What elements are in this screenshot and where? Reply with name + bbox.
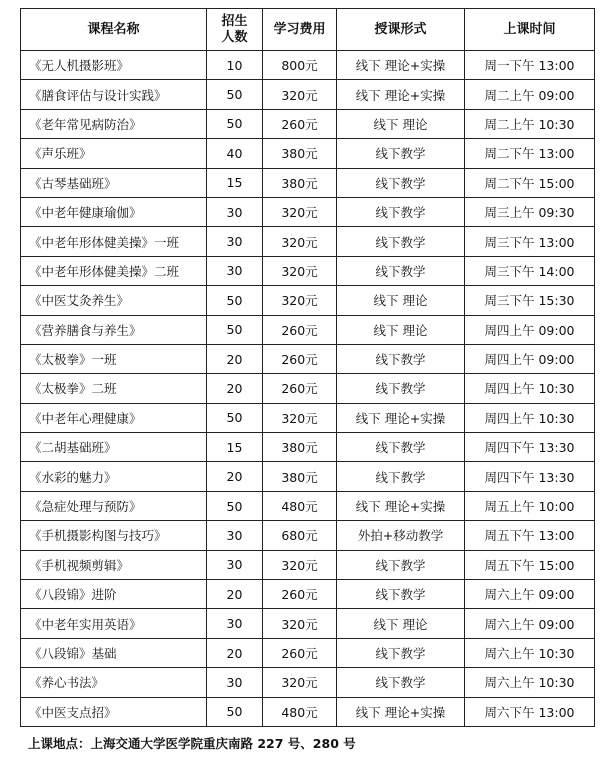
mode-cell: 线下 理论+实操: [337, 491, 465, 520]
table-row: [21, 638, 595, 667]
table-row: [21, 109, 595, 138]
mode-cell: 线下教学: [337, 227, 465, 256]
time-cell: 周二下午 13:00: [465, 139, 595, 168]
table-row: [21, 697, 595, 726]
time-cell: 周二下午 15:00: [465, 168, 595, 197]
course-name-cell: 《手机视频剪辑》: [21, 550, 207, 579]
course-name-cell: 《声乐班》: [21, 139, 207, 168]
time-cell: 周三下午 13:00: [465, 227, 595, 256]
time-cell: 周四上午 10:30: [465, 403, 595, 432]
seats-cell: 30: [207, 521, 263, 550]
mode-cell: 线下教学: [337, 462, 465, 491]
seats-cell: 20: [207, 374, 263, 403]
seats-cell: 30: [207, 609, 263, 638]
time-cell: 周二上午 09:00: [465, 80, 595, 109]
mode-cell: 线下 理论+实操: [337, 403, 465, 432]
fee-cell: 380元: [263, 139, 337, 168]
table-row: [21, 668, 595, 697]
fee-cell: 320元: [263, 550, 337, 579]
seats-cell: 15: [207, 168, 263, 197]
course-name-cell: 《膳食评估与设计实践》: [21, 80, 207, 109]
course-name-cell: 《八段锦》基础: [21, 638, 207, 667]
course-name-cell: 《养心书法》: [21, 668, 207, 697]
course-name-cell: 《手机摄影构图与技巧》: [21, 521, 207, 550]
seats-cell: 30: [207, 668, 263, 697]
course-schedule: [20, 8, 595, 727]
table-row: [21, 403, 595, 432]
course-name-cell: 《中老年实用英语》: [21, 609, 207, 638]
table-row: [21, 286, 595, 315]
fee-cell: 260元: [263, 315, 337, 344]
table-row: [21, 80, 595, 109]
course-name-cell: 《古琴基础班》: [21, 168, 207, 197]
time-cell: 周三下午 14:00: [465, 256, 595, 285]
seats-cell: 50: [207, 286, 263, 315]
time-cell: 周四下午 13:30: [465, 462, 595, 491]
seats-cell: 50: [207, 697, 263, 726]
header-mode: 授课形式: [337, 9, 465, 51]
table-row: [21, 197, 595, 226]
mode-cell: 线下 理论: [337, 109, 465, 138]
seats-cell: 20: [207, 462, 263, 491]
time-cell: 周四上午 10:30: [465, 374, 595, 403]
fee-cell: 800元: [263, 51, 337, 80]
table-row: [21, 51, 595, 80]
mode-cell: 线下 理论+实操: [337, 51, 465, 80]
course-name-cell: 《中医支点招》: [21, 697, 207, 726]
table-row: [21, 139, 595, 168]
fee-cell: 320元: [263, 256, 337, 285]
seats-cell: 30: [207, 227, 263, 256]
course-name-cell: 《八段锦》进阶: [21, 580, 207, 609]
time-cell: 周二上午 10:30: [465, 109, 595, 138]
course-name-cell: 《中老年形体健美操》二班: [21, 256, 207, 285]
time-cell: 周三上午 09:30: [465, 197, 595, 226]
mode-cell: 线下教学: [337, 668, 465, 697]
fee-cell: 380元: [263, 168, 337, 197]
header-course-name: 课程名称: [21, 9, 207, 51]
mode-cell: 线下教学: [337, 374, 465, 403]
mode-cell: 线下教学: [337, 256, 465, 285]
course-name-cell: 《中医艾灸养生》: [21, 286, 207, 315]
fee-cell: 260元: [263, 344, 337, 373]
table-row: [21, 580, 595, 609]
course-name-cell: 《太极拳》二班: [21, 374, 207, 403]
mode-cell: 线下教学: [337, 344, 465, 373]
time-cell: 周五上午 10:00: [465, 491, 595, 520]
mode-cell: 线下 理论: [337, 286, 465, 315]
mode-cell: 线下教学: [337, 550, 465, 579]
table-row: [21, 550, 595, 579]
fee-cell: 680元: [263, 521, 337, 550]
mode-cell: 线下 理论: [337, 609, 465, 638]
course-name-cell: 《中老年形体健美操》一班: [21, 227, 207, 256]
table-row: [21, 462, 595, 491]
seats-cell: 30: [207, 256, 263, 285]
fee-cell: 320元: [263, 80, 337, 109]
mode-cell: 线下 理论: [337, 315, 465, 344]
fee-cell: 480元: [263, 697, 337, 726]
time-cell: 周六下午 13:00: [465, 697, 595, 726]
mode-cell: 外拍+移动教学: [337, 521, 465, 550]
course-rows: [21, 51, 595, 727]
table-row: [21, 491, 595, 520]
mode-cell: 线下 理论+实操: [337, 80, 465, 109]
fee-cell: 260元: [263, 638, 337, 667]
course-name-cell: 《中老年健康瑜伽》: [21, 197, 207, 226]
seats-cell: 30: [207, 550, 263, 579]
table-header-row: [21, 9, 595, 51]
table-row: [21, 521, 595, 550]
fee-cell: 320元: [263, 609, 337, 638]
seats-cell: 50: [207, 80, 263, 109]
time-cell: 周四下午 13:30: [465, 433, 595, 462]
seats-cell: 50: [207, 403, 263, 432]
mode-cell: 线下教学: [337, 168, 465, 197]
fee-cell: 260元: [263, 580, 337, 609]
fee-cell: 380元: [263, 433, 337, 462]
mode-cell: 线下教学: [337, 638, 465, 667]
seats-cell: 30: [207, 197, 263, 226]
table-row: [21, 256, 595, 285]
course-name-cell: 《老年常见病防治》: [21, 109, 207, 138]
course-name-cell: 《中老年心理健康》: [21, 403, 207, 432]
time-cell: 周四上午 09:00: [465, 315, 595, 344]
mode-cell: 线下教学: [337, 139, 465, 168]
table-row: [21, 227, 595, 256]
mode-cell: 线下教学: [337, 580, 465, 609]
course-name-cell: 《无人机摄影班》: [21, 51, 207, 80]
fee-cell: 320元: [263, 668, 337, 697]
course-name-cell: 《营养膳食与养生》: [21, 315, 207, 344]
time-cell: 周五下午 15:00: [465, 550, 595, 579]
time-cell: 周三下午 15:30: [465, 286, 595, 315]
fee-cell: 380元: [263, 462, 337, 491]
course-name-cell: 《二胡基础班》: [21, 433, 207, 462]
header-fee: 学习费用: [263, 9, 337, 51]
class-location-note: 上课地点：上海交通大学医学院重庆南路 227 号、280 号: [28, 736, 356, 751]
time-cell: 周六上午 09:00: [465, 580, 595, 609]
course-table: [20, 8, 595, 727]
seats-cell: 50: [207, 315, 263, 344]
table-row: [21, 315, 595, 344]
fee-cell: 260元: [263, 109, 337, 138]
seats-cell: 50: [207, 491, 263, 520]
mode-cell: 线下教学: [337, 433, 465, 462]
seats-cell: 20: [207, 638, 263, 667]
time-cell: 周六上午 10:30: [465, 638, 595, 667]
time-cell: 周六上午 10:30: [465, 668, 595, 697]
time-cell: 周一下午 13:00: [465, 51, 595, 80]
time-cell: 周六上午 09:00: [465, 609, 595, 638]
fee-cell: 480元: [263, 491, 337, 520]
fee-cell: 320元: [263, 286, 337, 315]
time-cell: 周四上午 09:00: [465, 344, 595, 373]
seats-cell: 20: [207, 344, 263, 373]
seats-cell: 20: [207, 580, 263, 609]
time-cell: 周五下午 13:00: [465, 521, 595, 550]
course-name-cell: 《水彩的魅力》: [21, 462, 207, 491]
mode-cell: 线下教学: [337, 197, 465, 226]
table-row: [21, 344, 595, 373]
seats-cell: 15: [207, 433, 263, 462]
seats-cell: 40: [207, 139, 263, 168]
table-row: [21, 168, 595, 197]
fee-cell: 320元: [263, 403, 337, 432]
fee-cell: 320元: [263, 197, 337, 226]
seats-cell: 50: [207, 109, 263, 138]
table-row: [21, 433, 595, 462]
table-row: [21, 374, 595, 403]
fee-cell: 260元: [263, 374, 337, 403]
header-time: 上课时间: [465, 9, 595, 51]
header-seats: 招生 人数: [207, 9, 263, 51]
mode-cell: 线下 理论+实操: [337, 697, 465, 726]
course-name-cell: 《急症处理与预防》: [21, 491, 207, 520]
fee-cell: 320元: [263, 227, 337, 256]
course-name-cell: 《太极拳》一班: [21, 344, 207, 373]
table-row: [21, 609, 595, 638]
seats-cell: 10: [207, 51, 263, 80]
